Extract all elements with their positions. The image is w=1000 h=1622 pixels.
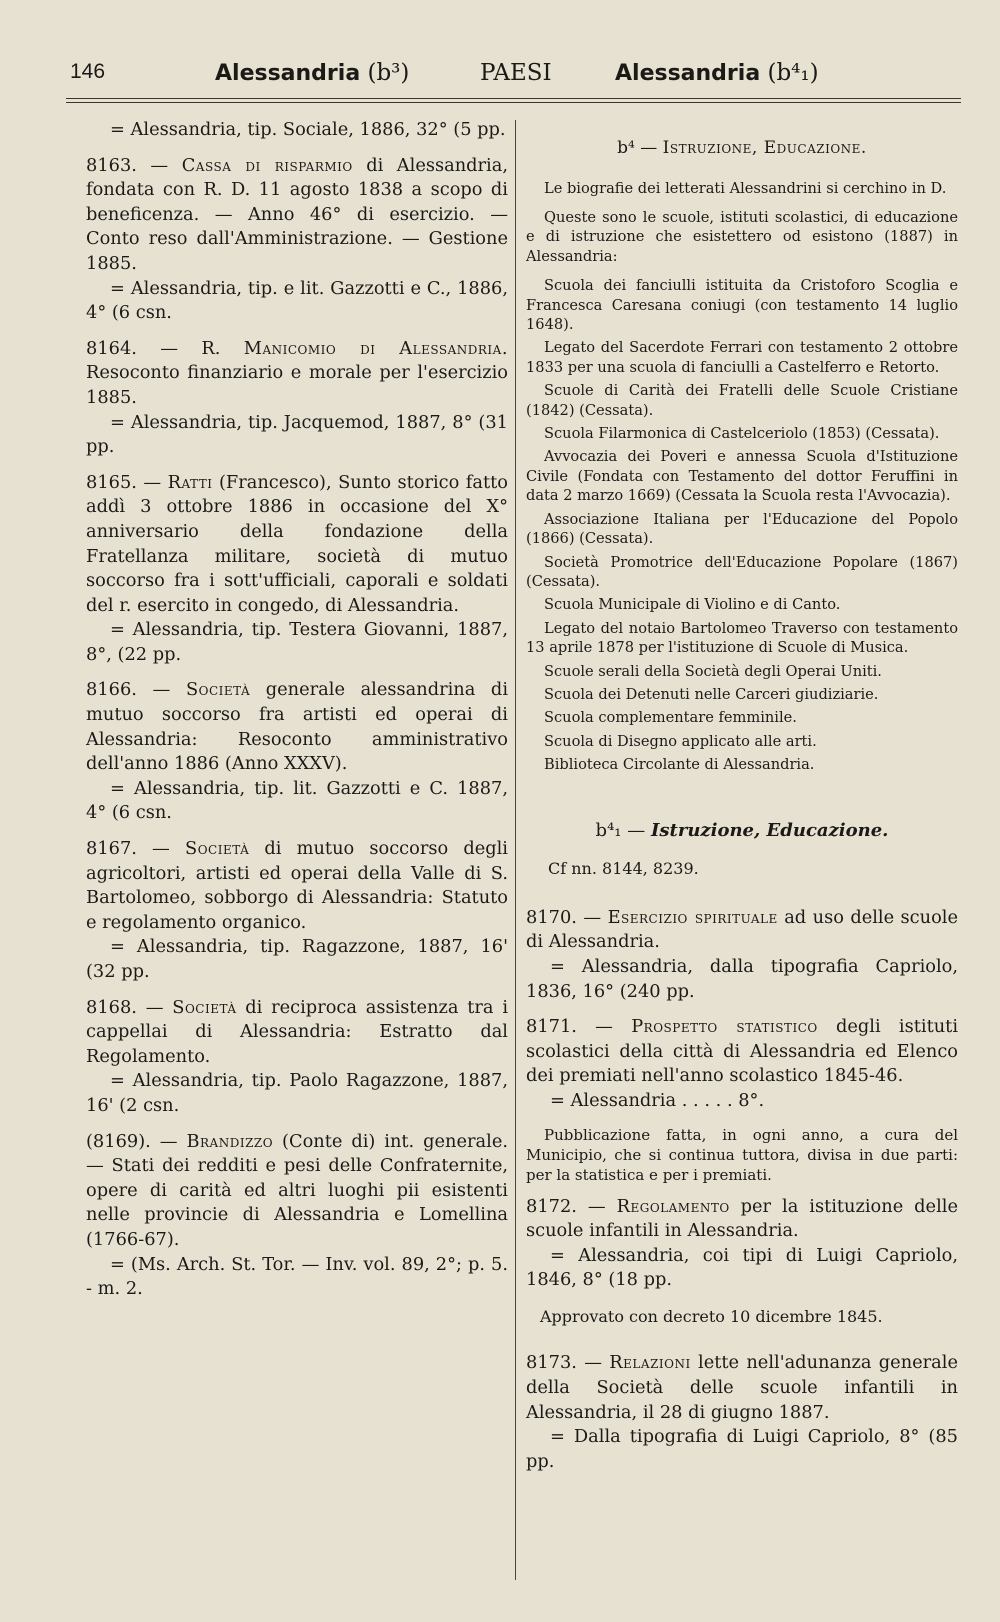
entry-8170	[526, 906, 958, 1004]
header-left-code: (b³)	[367, 60, 410, 86]
header-right	[615, 60, 819, 86]
entry-number: 8167. —	[86, 838, 170, 860]
entry-heading: Prospetto statistico	[631, 1016, 818, 1038]
entry-8167	[86, 837, 508, 985]
section-code: b⁴₁ —	[595, 819, 646, 841]
entry-8166	[86, 678, 508, 826]
header-rule-top	[66, 98, 961, 99]
school-item: Scuola dei fanciulli istituita da Cristoforo Scoglia e Francesca Caresana coniugi (con testamento 14 luglio 1648).	[526, 277, 958, 334]
entry-number: 8168. —	[86, 996, 164, 1018]
entry-publication: = Alessandria, dalla tipografia Capriolo, 1836, 16° (240 pp.	[526, 955, 958, 1002]
running-header	[60, 52, 960, 96]
section-title: Istruzione, Educazione.	[662, 138, 867, 158]
page-number: 146	[70, 60, 106, 83]
entry-heading: Manicomio di Alessandria.	[243, 337, 508, 359]
header-right-code: (b⁴₁)	[767, 60, 819, 86]
cross-reference: Cf nn. 8144, 8239.	[548, 859, 699, 879]
header-left-place: Alessandria	[215, 61, 361, 86]
entry-8169	[86, 1130, 508, 1302]
entry-heading: Esercizio spirituale	[607, 906, 778, 928]
school-item: Scuole serali della Società degli Operai Uniti.	[544, 662, 882, 680]
school-item: Scuola dei Detenuti nelle Carceri giudiziarie.	[544, 685, 879, 703]
school-item: Scuole di Carità dei Fratelli delle Scuole Cristiane (1842) (Cessata).	[526, 382, 958, 419]
header-left	[215, 60, 409, 86]
entry-note: Approvato con decreto 10 dicembre 1845.	[540, 1306, 883, 1326]
entry-body: generale alessandrina di mutuo soccorso fra artisti ed operai di Alessandria: Resoconto amministrativo dell'anno 1886 (Anno XXXV).	[86, 679, 509, 775]
entry-body: ad uso delle scuole di Alessandria.	[526, 906, 958, 953]
entry-publication: = Alessandria, tip. lit. Gazzotti e C. 1887, 4° (6 csn.	[86, 777, 508, 824]
school-item: Avvocazia dei Poveri e annessa Scuola d'Istituzione Civile (Fondata con Testamento del dottor Feruffini in data 2 marzo 1669) (Cessata la Scuola resta l'Avvocazia).	[526, 448, 958, 505]
entry-body: di Alessandria, fondata con R. D. 11 agosto 1838 a scopo di beneficenza. — Anno 46° di esercizio. — Conto reso dall'Amministrazione. — Gestione 1885.	[86, 154, 508, 274]
entry-publication: = (Ms. Arch. St. Tor. — Inv. vol. 89, 2°; p. 5. - m. 2.	[86, 1253, 508, 1300]
entry-publication: = Alessandria, tip. Paolo Ragazzone, 1887, 16' (2 csn.	[86, 1070, 508, 1116]
school-item: Società Promotrice dell'Educazione Popolare (1867) (Cessata).	[526, 553, 958, 590]
entry-body: degli istituti scolastici della città di Alessandria ed Elenco dei premiati nell'anno scolastico 1845-46.	[526, 1016, 959, 1087]
entry-continuation-pub: = Alessandria, tip. Sociale, 1886, 32° (5 pp.	[110, 119, 506, 140]
entry-publication: = Alessandria, tip. Jacquemod, 1887, 8° (31 pp.	[86, 411, 508, 458]
school-item: Scuola complementare femminile.	[544, 709, 797, 727]
entry-number: 8173. —	[526, 1352, 602, 1374]
entry-body: per la istituzione delle scuole infantili in Alessandria.	[526, 1195, 958, 1242]
entry-8165	[86, 471, 508, 668]
entry-heading: Relazioni	[609, 1352, 691, 1374]
entry-heading: Società	[185, 838, 250, 860]
school-item: Associazione Italiana per l'Educazione del Popolo (1866) (Cessata).	[526, 510, 958, 548]
entry-8168	[86, 996, 508, 1119]
entry-note: Pubblicazione fatta, in ogni anno, a cura del Municipio, che si continua tuttora, divisa in due parti: per la statistica e per i premiati.	[526, 1125, 958, 1184]
entry-8164	[86, 337, 508, 460]
section-code: b⁴ —	[617, 138, 658, 158]
entry-heading: Brandizzo	[186, 1130, 274, 1152]
entry-number: 8170. —	[526, 906, 602, 928]
school-item: Scuola Municipale di Violino e di Canto.	[544, 596, 841, 614]
entry-publication: = Alessandria, tip. e lit. Gazzotti e C., 1886, 4° (6 csn.	[86, 277, 508, 324]
school-item: Legato del Sacerdote Ferrari con testamento 2 ottobre 1833 per una scuola di fanciulli a Castelferro e Retorto.	[526, 339, 958, 376]
entry-body: (Conte di) int. generale. — Stati dei redditi e pesi delle Confraternite, opere di carità ed altri luoghi pii esistenti nelle provincie di Alessandria e Lomellina (1766-67).	[86, 1130, 508, 1250]
entry-number: 8164. — R.	[86, 337, 221, 359]
left-column	[86, 118, 508, 1313]
entry-heading: Ratti	[167, 471, 213, 493]
entry-body: di mutuo soccorso degli agricoltori, artisti ed operai della Valle di S. Bartolomeo, sobborgo di Alessandria: Statuto e regolamento organico.	[86, 838, 508, 933]
section-heading-b41	[526, 819, 958, 844]
entry-publication: = Alessandria, tip. Ragazzone, 1887, 16' (32 pp.	[86, 936, 508, 982]
schools-list	[526, 179, 958, 775]
entry-number: 8172. —	[526, 1195, 606, 1217]
entry-8172	[526, 1195, 958, 1293]
right-column	[526, 118, 958, 1485]
section-title: Istruzione, Educazione.	[650, 819, 889, 841]
section-heading-b4	[526, 136, 958, 161]
entry-number: (8169). —	[86, 1130, 178, 1152]
school-item: Scuola Filarmonica di Castelceriolo (1853) (Cessata).	[544, 425, 940, 443]
entry-heading: Società	[185, 679, 251, 701]
header-rule-bottom	[66, 102, 961, 103]
school-item: Legato del notaio Bartolomeo Traverso con testamento 13 aprile 1878 per l'istituzione di Scuole di Musica.	[526, 619, 958, 657]
entry-number: 8163. —	[86, 154, 169, 176]
school-item: Biblioteca Circolante di Alessandria.	[544, 756, 815, 774]
entry-number: 8171. —	[526, 1016, 613, 1038]
entry-8171	[526, 1015, 958, 1113]
header-center: PAESI	[480, 60, 552, 86]
column-divider	[515, 120, 516, 1580]
entry-8163	[86, 154, 508, 326]
entry-heading: Cassa di risparmio	[181, 154, 353, 176]
schools-intro: Queste sono le scuole, istituti scolastici, di educazione e di istruzione che esistettero od esistono (1887) in Alessandria:	[526, 209, 958, 265]
entry-8173	[526, 1351, 958, 1474]
entry-number: 8166. —	[86, 679, 171, 701]
entry-publication: = Alessandria . . . . . 8°.	[550, 1089, 765, 1111]
entry-publication: = Dalla tipografia di Luigi Capriolo, 8° (85 pp.	[526, 1426, 958, 1472]
entry-number: 8165. —	[86, 471, 162, 493]
entry-publication: = Alessandria, tip. Testera Giovanni, 1887, 8°, (22 pp.	[86, 619, 508, 665]
entry-heading: Società	[172, 996, 237, 1018]
biographies-note: Le biografie dei letterati Alessandrini si cerchino in D.	[544, 179, 947, 197]
entry-body: di reciproca assistenza tra i cappellai di Alessandria: Estratto dal Regolamento.	[86, 996, 509, 1067]
entry-body: lette nell'adunanza generale della Società delle scuole infantili in Alessandria, il 28 di giugno 1887.	[526, 1352, 958, 1423]
entry-heading: Regolamento	[616, 1195, 730, 1217]
entry-body: (Francesco), Sunto storico fatto addì 3 ottobre 1886 in occasione del X° anniversario della fondazione della Fratellanza militare, società di mutuo soccorso fra i sott'ufficiali, caporali e soldati del r. esercito in congedo, di Alessandria.	[86, 471, 508, 616]
school-item: Scuola di Disegno applicato alle arti.	[544, 732, 817, 750]
entry-publication: = Alessandria, coi tipi di Luigi Capriolo, 1846, 8° (18 pp.	[526, 1244, 958, 1291]
header-right-place: Alessandria	[615, 61, 761, 86]
entry-body: Resoconto finanziario e morale per l'esercizio 1885.	[86, 362, 508, 408]
